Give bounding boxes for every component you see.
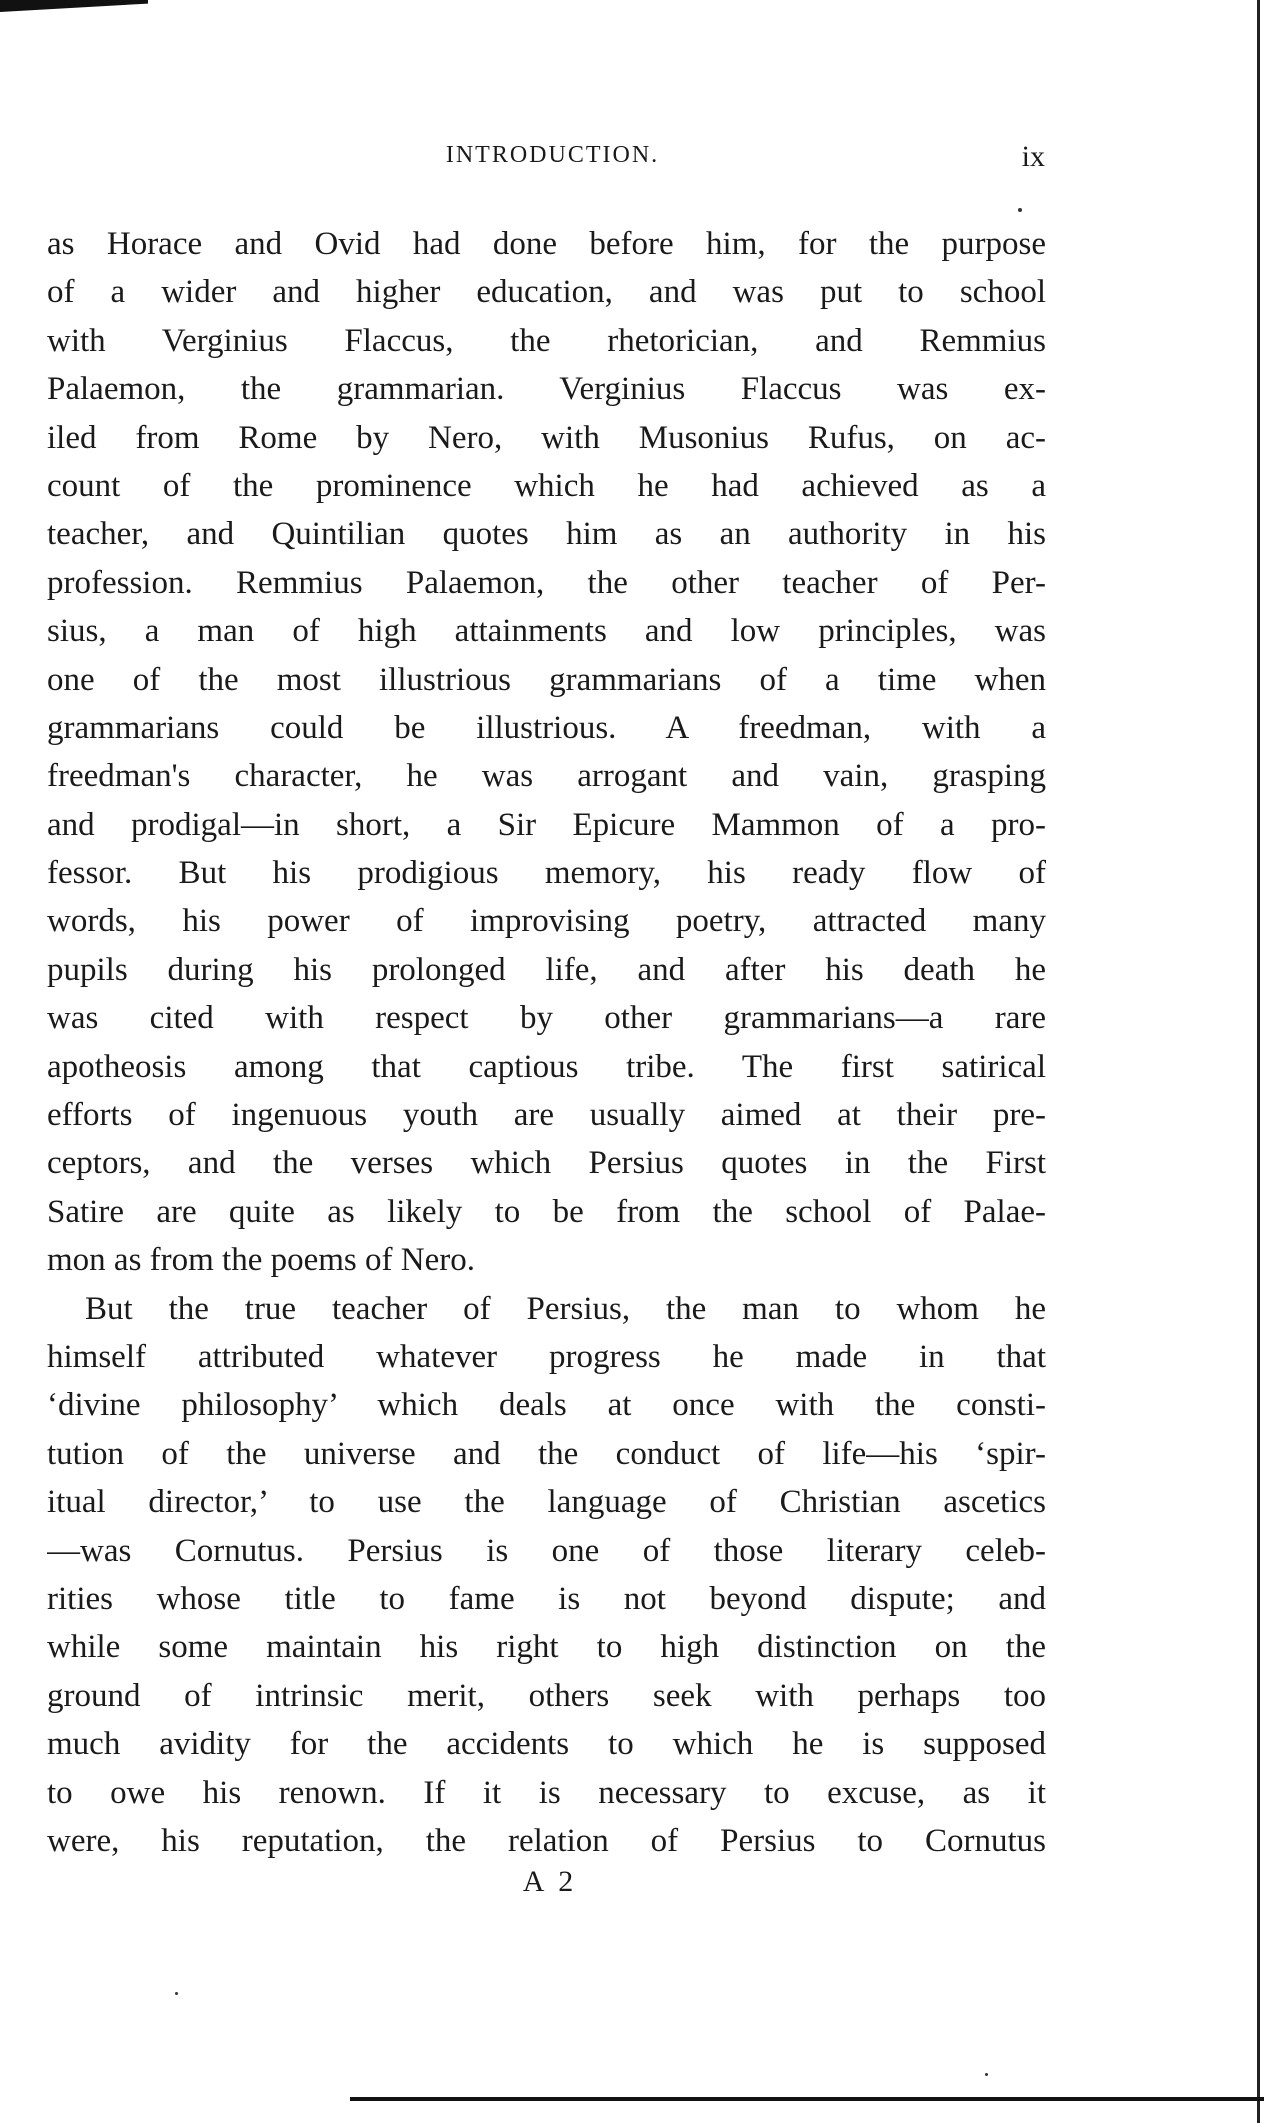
text-line: himself attributed whatever progress he made in that — [47, 1338, 1046, 1375]
text-line: mon as from the poems of Nero. — [47, 1242, 475, 1279]
paragraph — [47, 220, 1046, 1285]
text-line: apotheosis among that captious tribe. The first satirical — [47, 1048, 1046, 1085]
text-line: fessor. But his prodigious memory, his ready flow of — [47, 855, 1046, 892]
text-line: ‘divine philosophy’ which deals at once with the consti- — [47, 1387, 1046, 1424]
text-line: itual director,’ to use the language of Christian ascetics — [47, 1484, 1046, 1521]
speck — [1018, 208, 1022, 212]
text-line: teacher, and Quintilian quotes him as an authority in his — [47, 516, 1046, 553]
text-line: profession. Remmius Palaemon, the other teacher of Per- — [47, 564, 1046, 601]
text-line: sius, a man of high attainments and low principles, was — [47, 613, 1046, 650]
page-number: ix — [1021, 140, 1045, 173]
text-line: —was Cornutus. Persius is one of those literary celeb- — [47, 1532, 1046, 1569]
speck — [175, 1992, 178, 1995]
paragraph — [47, 1285, 1046, 1866]
text-line: Palaemon, the grammarian. Verginius Flaccus was ex- — [47, 371, 1046, 408]
scan-artifact-page-edge — [1257, 0, 1260, 2123]
text-line: count of the prominence which he had achieved as a — [47, 467, 1046, 504]
text-line: words, his power of improvising poetry, attracted many — [47, 903, 1046, 940]
body-text — [47, 220, 1046, 1865]
text-line: one of the most illustrious grammarians of a time when — [47, 661, 1046, 698]
text-line: grammarians could be illustrious. A freedman, with a — [47, 709, 1046, 746]
text-line: was cited with respect by other grammarians—a rare — [47, 1000, 1046, 1037]
scan-artifact-bottom-rule — [350, 2097, 1264, 2101]
text-line: with Verginius Flaccus, the rhetorician, and Remmius — [47, 322, 1046, 359]
text-line: and prodigal—in short, a Sir Epicure Mammon of a pro- — [47, 806, 1046, 843]
text-line: Satire are quite as likely to be from the school of Palae- — [47, 1193, 1046, 1230]
text-line: But the true teacher of Persius, the man to whom he — [85, 1290, 1046, 1327]
text-line: ground of intrinsic merit, others seek with perhaps too — [47, 1677, 1046, 1714]
running-title: INTRODUCTION. — [445, 142, 660, 168]
text-line: much avidity for the accidents to which he is supposed — [47, 1726, 1046, 1763]
text-line: freedman's character, he was arrogant and vain, grasping — [47, 758, 1046, 795]
signature-mark: A 2 — [522, 1865, 578, 1898]
text-line: pupils during his prolonged life, and after his death he — [47, 951, 1046, 988]
text-line: were, his reputation, the relation of Persius to Cornutus — [47, 1822, 1046, 1859]
speck — [985, 2073, 988, 2076]
text-line: rities whose title to fame is not beyond dispute; and — [47, 1580, 1046, 1617]
page-header — [60, 140, 1045, 180]
text-line: while some maintain his right to high distinction on the — [47, 1629, 1046, 1666]
text-line: of a wider and higher education, and was put to school — [47, 274, 1046, 311]
scan-artifact-corner — [0, 0, 148, 12]
text-line: efforts of ingenuous youth are usually aimed at their pre- — [47, 1097, 1046, 1134]
text-line: iled from Rome by Nero, with Musonius Rufus, on ac- — [47, 419, 1046, 456]
text-line: as Horace and Ovid had done before him, for the purpose — [47, 226, 1046, 262]
text-line: to owe his renown. If it is necessary to excuse, as it — [47, 1774, 1046, 1811]
text-line: tution of the universe and the conduct of life—his ‘spir- — [47, 1435, 1046, 1472]
text-line: ceptors, and the verses which Persius quotes in the First — [47, 1145, 1046, 1182]
